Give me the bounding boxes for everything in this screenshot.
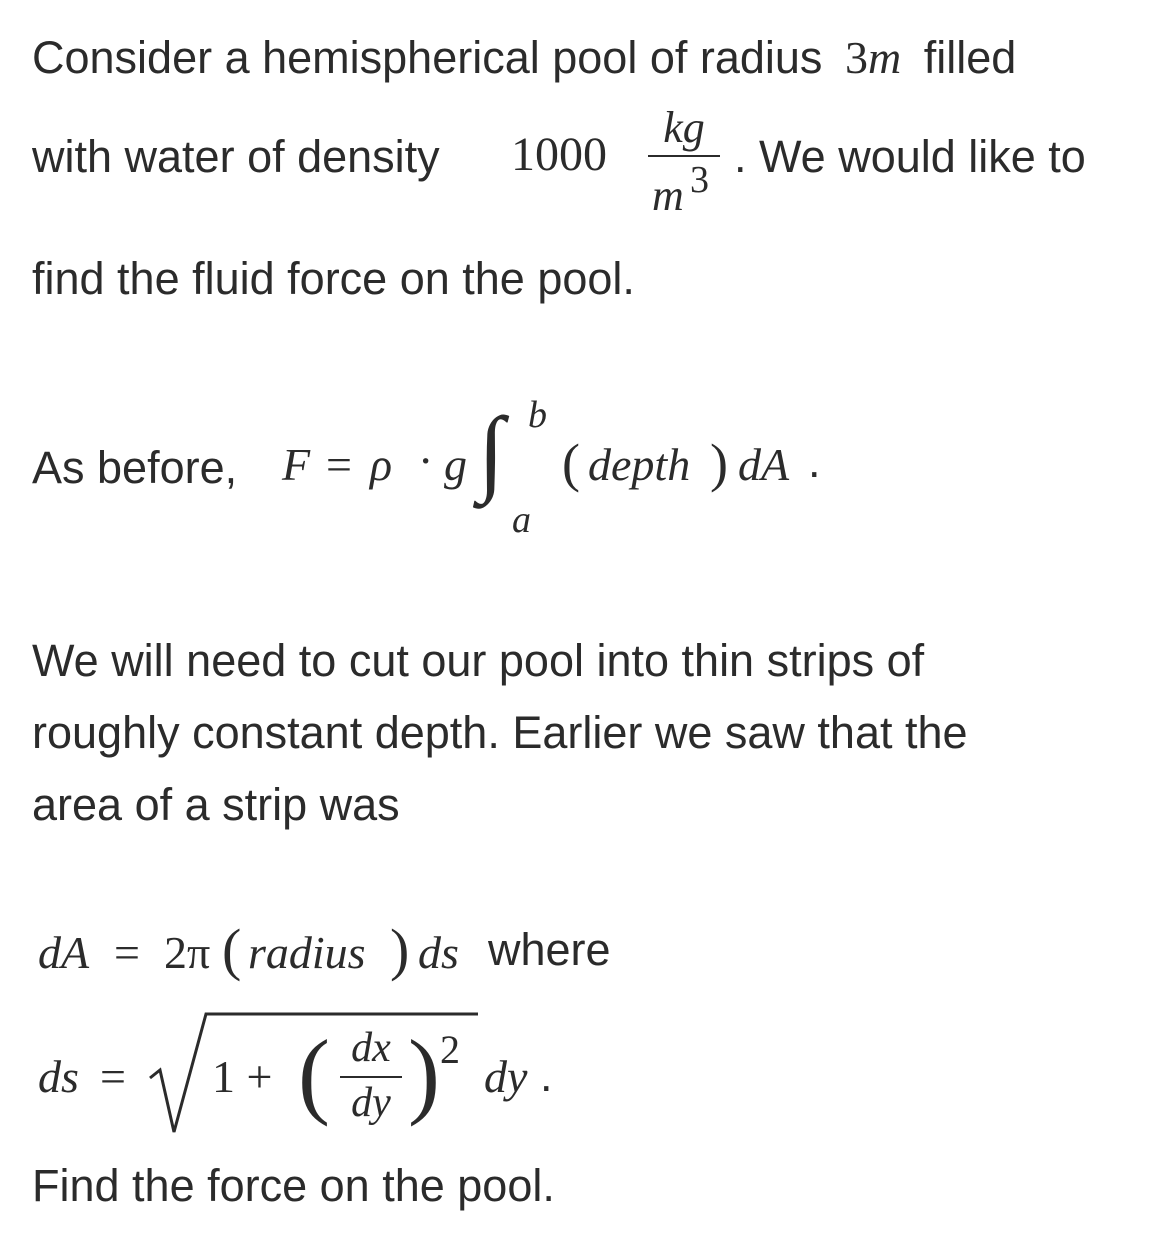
closing-line [32, 1150, 555, 1222]
problem-text-3: find the fluid force on the pool. [32, 253, 635, 304]
strips-line-1 [32, 625, 924, 697]
derivative-numerator: dx [351, 1025, 391, 1071]
radius-expression [845, 32, 901, 83]
force-lhs: F [282, 439, 311, 490]
problem-line-1 [32, 22, 1016, 94]
force-equals: = [326, 439, 352, 490]
problem-text-1: Consider a hemispherical pool of radius [32, 32, 823, 83]
area-rparen: ) [390, 917, 410, 982]
area-lparen: ( [222, 917, 242, 982]
strips-line-3 [32, 769, 400, 841]
derivative-denominator: dy [351, 1080, 391, 1126]
arclength-one-plus: 1 + [212, 1051, 273, 1102]
strips-line-2 [32, 697, 968, 769]
density-unit-numerator: kg [663, 103, 705, 152]
derivative-fraction [340, 1024, 402, 1128]
closing-text: Find the force on the pool. [32, 1160, 555, 1211]
density-unit-exponent: 3 [690, 159, 709, 201]
problem-text-2: with water of density [32, 131, 440, 182]
area-where: where [488, 924, 611, 975]
problem-line-2 [32, 121, 440, 193]
force-integrand-depth: depth [588, 439, 691, 490]
force-differential: dA [738, 439, 790, 490]
force-dot: · [418, 435, 434, 486]
integral-sign: ∫ [478, 397, 505, 504]
force-formula-line [32, 432, 237, 504]
strips-text-1: We will need to cut our pool into thin strips of [32, 635, 925, 686]
area-equals: = [114, 927, 140, 978]
radius-value: 3 [844, 32, 868, 83]
problem-text-2-end: . We would like to [734, 131, 1086, 182]
fraction-bar [648, 155, 720, 157]
strips-text-2: roughly constant depth. Earlier we saw that the [32, 707, 968, 758]
arclength-exponent: 2 [440, 1027, 460, 1072]
arclength-rparen: ) [408, 1020, 440, 1127]
arclength-lparen: ( [298, 1020, 330, 1127]
arclength-period: . [540, 1050, 553, 1101]
force-period: . [808, 436, 821, 487]
problem-text-1-end: filled [923, 32, 1017, 83]
strips-text-3: area of a strip was [32, 779, 400, 830]
density-value: 1000 [511, 128, 607, 181]
arclength-equals: = [100, 1051, 126, 1102]
area-radius: radius [248, 927, 366, 978]
force-lparen: ( [562, 433, 580, 493]
area-lhs: dA [38, 927, 90, 978]
arclength-dy: dy [484, 1051, 528, 1102]
arclength-lhs: ds [38, 1051, 79, 1102]
problem-line-3 [32, 243, 635, 315]
area-ds: ds [418, 927, 459, 978]
force-rho: ρ [370, 439, 393, 490]
area-coefficient: 2π [164, 927, 211, 978]
integral-upper-limit: b [528, 394, 547, 436]
force-prefix: As before, [32, 442, 238, 493]
density-unit-denominator: m [652, 171, 684, 220]
force-rparen: ) [710, 433, 728, 493]
radius-unit: m [867, 32, 902, 83]
integral-lower-limit: a [512, 499, 531, 541]
force-g: g [444, 439, 467, 490]
density-unit-fraction [648, 103, 720, 157]
